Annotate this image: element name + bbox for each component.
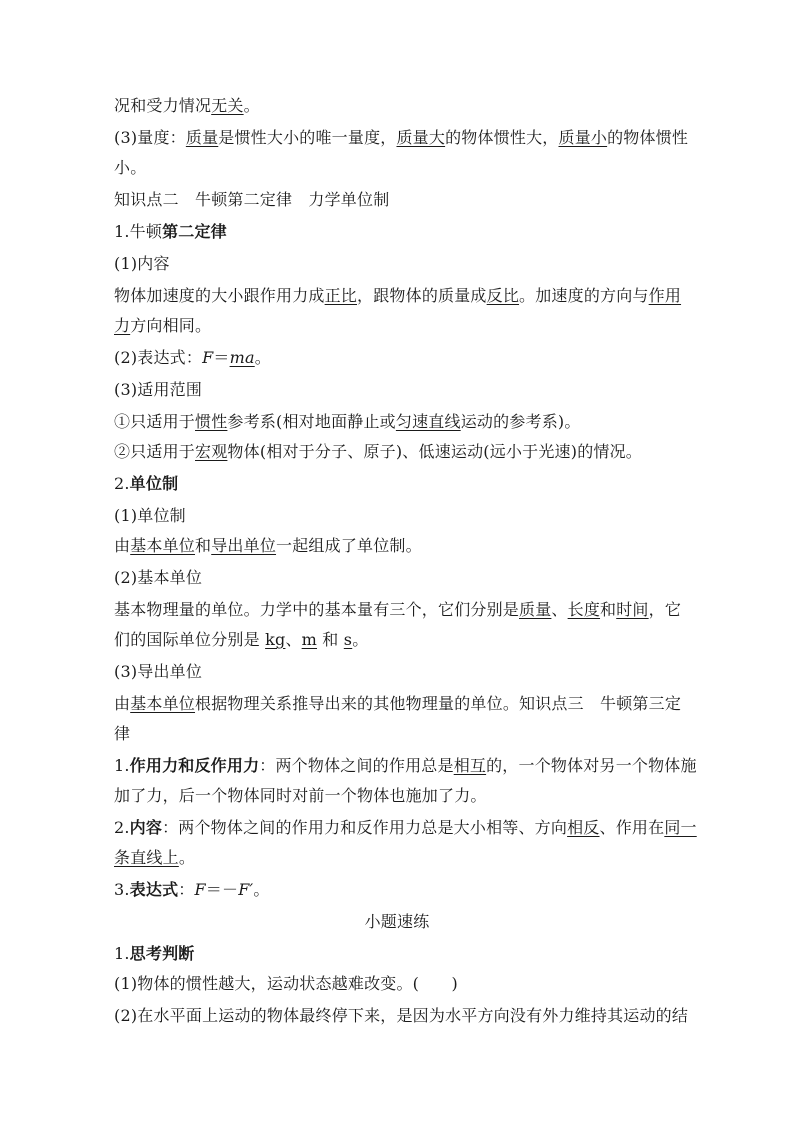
- text-span: 、: [551, 600, 568, 619]
- text-span: 1.牛顿: [114, 222, 163, 241]
- text-span: 参考系(相对地面静止或: [227, 412, 396, 431]
- text-line: [114, 158, 684, 178]
- text-span: 、作用在: [599, 818, 665, 837]
- text-line: [114, 662, 684, 682]
- text-line: [114, 506, 684, 526]
- text-line: [114, 724, 684, 744]
- text-span: 况和受力情况: [114, 96, 212, 115]
- underlined-term: m: [301, 630, 318, 649]
- text-line: [114, 880, 684, 900]
- text-span: 和: [195, 536, 212, 555]
- text-line: [114, 442, 684, 462]
- text-span: ②只适用于: [114, 442, 196, 461]
- text-span: 根据物理关系推导出来的其他物理量的单位。知识点三 牛顿第三定: [195, 694, 682, 713]
- text-span: 方向相同。: [130, 316, 212, 335]
- underlined-term: 相互: [453, 756, 487, 775]
- text-span: (2)在水平面上运动的物体最终停下来，是因为水平方向没有外力维持其运动的结: [114, 1006, 689, 1025]
- text-span: 由: [114, 536, 131, 555]
- underlined-term: s: [343, 630, 353, 649]
- text-span: 小题速练: [364, 912, 430, 931]
- underlined-term: 基本单位: [130, 536, 196, 555]
- text-span: 思考判断: [129, 944, 195, 963]
- text-span: 第二定律: [162, 222, 227, 241]
- text-span: 。: [243, 96, 260, 115]
- text-span: F′: [238, 880, 254, 899]
- underlined-term: ma: [229, 348, 255, 367]
- text-line: [114, 944, 684, 964]
- text-line: [114, 128, 689, 148]
- underlined-term: 质量小: [558, 128, 608, 147]
- text-line: [114, 786, 684, 806]
- underlined-term: 质量大: [396, 128, 446, 147]
- underlined-term: 相反: [567, 818, 600, 837]
- text-line: [114, 380, 684, 400]
- text-span: F: [202, 348, 214, 367]
- text-span: 和: [317, 630, 344, 649]
- text-span: 运动的参考系)。: [460, 412, 581, 431]
- underlined-term: 基本单位: [130, 694, 196, 713]
- text-span: ①只适用于: [114, 412, 196, 431]
- text-span: 。: [178, 848, 196, 867]
- text-line: [114, 254, 684, 274]
- text-span: 小。: [114, 158, 147, 177]
- text-span: ＝－: [205, 880, 239, 899]
- text-line: [114, 96, 684, 116]
- underlined-term: 惯性: [195, 412, 228, 431]
- text-span: 2.: [114, 474, 130, 493]
- text-span: 的，一个物体对另一个物体施: [486, 756, 697, 775]
- text-span: ：两个物体之间的作用总是: [259, 756, 454, 775]
- text-line: [114, 412, 684, 432]
- underlined-term: 长度: [567, 600, 601, 619]
- text-span: 3.: [114, 880, 130, 899]
- underlined-term: 正比: [324, 286, 358, 305]
- text-span: 和: [600, 600, 617, 619]
- text-span: (1)物体的惯性越大，运动状态越难改变。( ): [114, 974, 458, 993]
- text-span: (2)表达式：: [114, 348, 203, 367]
- text-span: 内容: [129, 818, 163, 837]
- text-span: 表达式: [129, 880, 179, 899]
- text-span: ：: [178, 880, 195, 899]
- text-span: 加了力，后一个物体同时对前一个物体也施加了力。: [114, 786, 487, 805]
- text-span: (1)单位制: [114, 506, 186, 525]
- text-line: [114, 536, 684, 556]
- text-span: 物体加速度的大小跟作用力成: [114, 286, 325, 305]
- text-line: [114, 222, 684, 242]
- text-line: [114, 474, 684, 494]
- underlined-term: 无关: [211, 96, 244, 115]
- text-span: F: [194, 880, 206, 899]
- text-span: 知识点二 牛顿第二定律 力学单位制: [114, 190, 390, 209]
- underlined-term: 宏观: [195, 442, 228, 461]
- underlined-term: 质量: [519, 600, 552, 619]
- text-span: 1.: [114, 944, 130, 963]
- text-line: [114, 1006, 689, 1026]
- text-span: 单位制: [129, 474, 179, 493]
- underlined-term: 匀速直线: [395, 412, 461, 431]
- text-span: 。: [254, 348, 271, 367]
- underlined-term: 条直线上: [114, 848, 179, 867]
- text-span: (3)量度：: [114, 128, 186, 147]
- text-span: 。: [352, 630, 369, 649]
- text-line: [114, 600, 684, 620]
- section-heading: [114, 912, 680, 932]
- text-span: ＝: [213, 348, 230, 367]
- text-span: 是惯性大小的唯一量度，: [218, 128, 397, 147]
- text-line: [114, 694, 684, 714]
- text-line: [114, 630, 684, 650]
- underlined-term: 质量: [185, 128, 219, 147]
- text-span: (3)适用范围: [114, 380, 203, 399]
- text-line: [114, 818, 697, 838]
- underlined-term: 反比: [486, 286, 520, 305]
- text-line: [114, 190, 684, 210]
- underlined-term: 时间: [616, 600, 649, 619]
- underlined-term: 同一: [664, 818, 697, 837]
- text-span: 作用力和反作用力: [129, 756, 260, 775]
- underlined-term: 作用: [648, 286, 682, 305]
- text-span: ，它: [648, 600, 682, 619]
- text-span: 2.: [114, 818, 130, 837]
- text-span: 基本物理量的单位。力学中的基本量有三个，它们分别是: [114, 600, 520, 619]
- text-span: ：两个物体之间的作用力和反作用力总是大小相等、方向: [162, 818, 568, 837]
- text-span: 物体(相对于分子、原子)、低速运动(远小于光速)的情况。: [227, 442, 642, 461]
- text-span: 、: [285, 630, 302, 649]
- text-line: [114, 974, 684, 994]
- text-span: 。: [253, 880, 270, 899]
- underlined-term: kg: [265, 630, 286, 649]
- underlined-term: 导出单位: [211, 536, 277, 555]
- text-span: 律: [114, 724, 131, 743]
- text-span: 由: [114, 694, 131, 713]
- text-span: 。加速度的方向与: [519, 286, 649, 305]
- text-span: (2)基本单位: [114, 568, 203, 587]
- text-span: ，跟物体的质量成: [357, 286, 487, 305]
- text-span: (1)内容: [114, 254, 170, 273]
- text-line: [114, 316, 684, 336]
- text-span: 们的国际单位分别是: [114, 630, 266, 649]
- text-line: [114, 848, 684, 868]
- text-line: [114, 348, 684, 368]
- underlined-term: 力: [114, 316, 131, 335]
- text-span: 1.: [114, 756, 130, 775]
- text-span: 的物体惯性: [607, 128, 689, 147]
- text-line: [114, 568, 684, 588]
- text-line: [114, 286, 684, 306]
- text-line: [114, 756, 697, 776]
- text-span: 的物体惯性大，: [445, 128, 559, 147]
- text-span: 一起组成了单位制。: [276, 536, 422, 555]
- text-span: (3)导出单位: [114, 662, 203, 681]
